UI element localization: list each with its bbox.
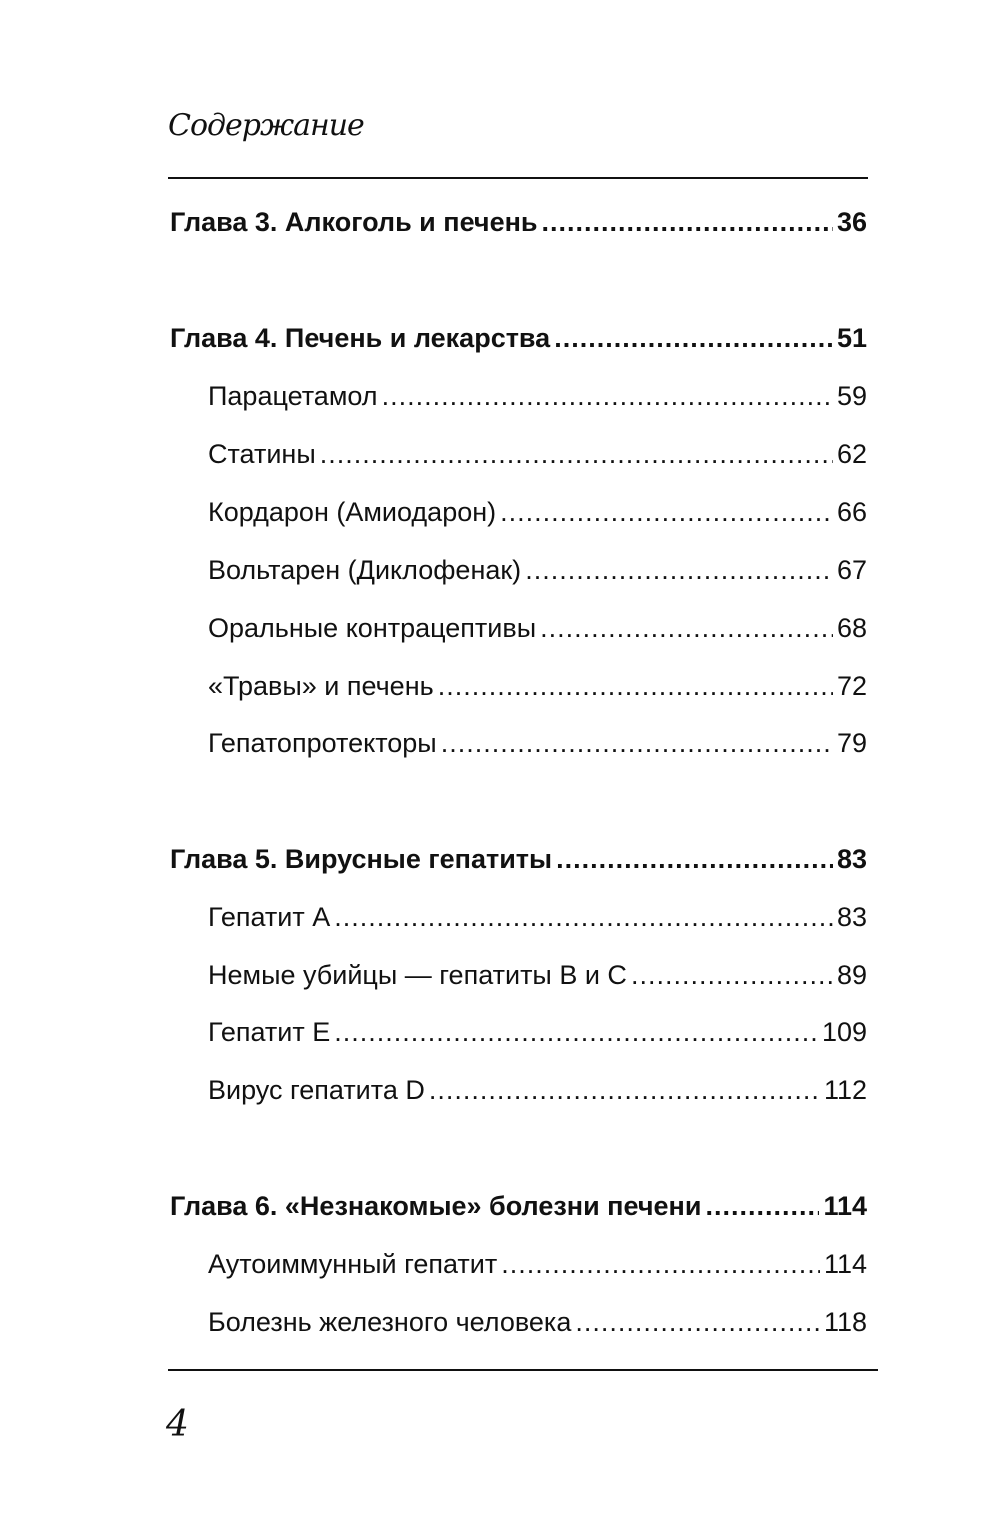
toc-entry-title: Гепатит Е	[208, 1017, 331, 1047]
toc-entry-title: Аутоиммунный гепатит	[208, 1249, 498, 1279]
toc-page-number: 114	[823, 1249, 867, 1279]
toc-entry-title: Вирус гепатита D	[208, 1075, 425, 1105]
toc-page-number: 51	[836, 323, 867, 353]
toc-section[interactable]	[208, 900, 867, 934]
dot-leader	[540, 611, 833, 645]
dot-leader	[320, 437, 833, 471]
toc-section[interactable]	[208, 1305, 867, 1339]
dot-leader	[525, 553, 833, 587]
toc-page-number: 62	[836, 439, 867, 469]
toc-section[interactable]	[208, 958, 867, 992]
toc-section[interactable]	[208, 726, 867, 760]
toc-entry-title: Гепатит А	[208, 902, 331, 932]
toc-entry-title: «Травы» и печень	[208, 671, 434, 701]
toc-entry-title: Глава 3. Алкоголь и печень	[170, 207, 538, 237]
toc-page-number: 83	[836, 844, 867, 874]
toc-entry-title: Глава 5. Вирусные гепатиты	[170, 844, 553, 874]
toc-entry-title: Вольтарен (Диклофенак)	[208, 555, 522, 585]
toc-section[interactable]	[208, 1015, 867, 1049]
dot-leader	[382, 379, 833, 413]
toc-entry-title: Кордарон (Амиодарон)	[208, 497, 497, 527]
toc-page-number: 36	[836, 207, 867, 237]
toc-entry-title: Глава 4. Печень и лекарства	[170, 323, 551, 353]
toc-page-number: 109	[821, 1017, 867, 1047]
toc-page-number: 83	[836, 902, 867, 932]
toc-chapter-5[interactable]	[170, 842, 867, 876]
dot-leader	[554, 321, 833, 355]
dot-leader	[631, 958, 833, 992]
dot-leader	[542, 205, 833, 239]
toc-section[interactable]	[208, 1073, 867, 1107]
toc-section[interactable]	[208, 669, 867, 703]
toc-page-number: 114	[823, 1191, 867, 1221]
dot-leader	[438, 669, 833, 703]
dot-leader	[334, 900, 833, 934]
dot-leader	[441, 726, 833, 760]
toc-entry-title: Парацетамол	[208, 381, 378, 411]
toc-page-number: 118	[823, 1307, 867, 1337]
toc-page-number: 67	[836, 555, 867, 585]
table-of-contents	[170, 0, 867, 1360]
bottom-rule	[168, 1369, 878, 1371]
toc-section[interactable]	[208, 1247, 867, 1281]
dot-leader	[501, 1247, 820, 1281]
toc-page-number: 66	[836, 497, 867, 527]
running-head: Содержание	[168, 108, 364, 143]
dot-leader	[500, 495, 833, 529]
toc-entry-title: Оральные контрацептивы	[208, 613, 537, 643]
toc-entry-title: Глава 6. «Незнакомые» болезни печени	[170, 1191, 702, 1221]
dot-leader	[556, 842, 833, 876]
toc-entry-title: Статины	[208, 439, 316, 469]
toc-section[interactable]	[208, 437, 867, 471]
toc-entry-title: Немые убийцы — гепатиты В и С	[208, 960, 627, 990]
dot-leader	[575, 1305, 820, 1339]
dot-leader	[334, 1015, 818, 1049]
toc-page-number: 89	[836, 960, 867, 990]
toc-page-number: 112	[823, 1075, 867, 1105]
toc-page-number: 72	[836, 671, 867, 701]
toc-page-number: 59	[836, 381, 867, 411]
toc-chapter-6[interactable]	[170, 1189, 867, 1223]
toc-page-number: 79	[836, 728, 867, 758]
dot-leader	[429, 1073, 820, 1107]
toc-entry-title: Болезнь железного человека	[208, 1307, 572, 1337]
toc-entry-title: Гепатопротекторы	[208, 728, 437, 758]
toc-section[interactable]	[208, 495, 867, 529]
toc-chapter-4[interactable]	[170, 321, 867, 355]
dot-leader	[705, 1189, 819, 1223]
toc-section[interactable]	[208, 553, 867, 587]
toc-section[interactable]	[208, 611, 867, 645]
toc-chapter-3[interactable]	[170, 205, 867, 239]
page-number: 4	[166, 1404, 189, 1445]
toc-page-number: 68	[836, 613, 867, 643]
toc-section[interactable]	[208, 379, 867, 413]
